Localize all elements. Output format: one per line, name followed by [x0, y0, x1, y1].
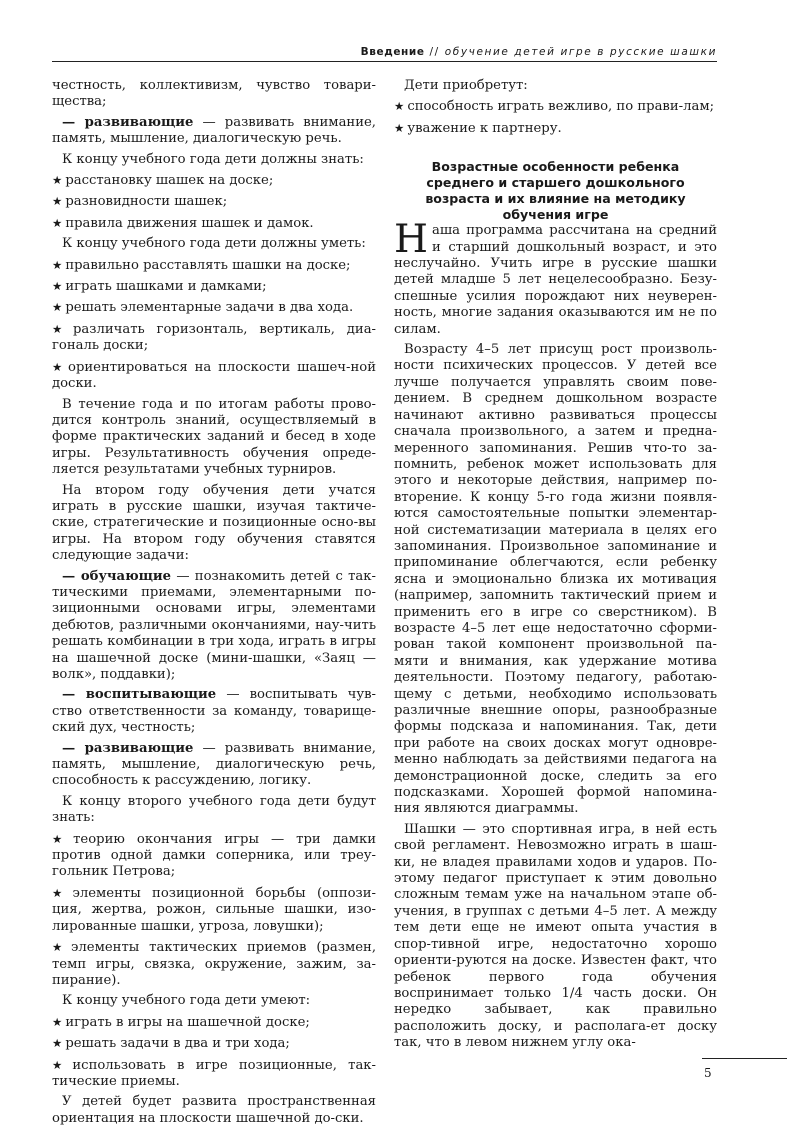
star-bullet-icon: ★ [52, 1014, 63, 1029]
term-label: — развивающие [62, 740, 194, 756]
bullet-text: правильно расставлять шашки на доске; [65, 257, 351, 273]
star-bullet-icon: ★ [394, 99, 405, 114]
bullet-item [52, 193, 376, 210]
star-bullet-icon: ★ [52, 257, 63, 272]
bullet-item [52, 831, 376, 881]
term-paragraph [52, 741, 376, 790]
bullet-item [52, 939, 376, 989]
term-label: — развивающие [62, 114, 194, 130]
bullet-item [52, 1057, 376, 1091]
drop-cap: Н [394, 217, 429, 263]
paragraph: Шашки — это спортивная игра, в ней есть свой регламент. Невозможно играть в шаш-ки, не владея правилами ходов и ударов. По-этому педагог приступает к этим довольно сложным темам уже на начальном этапе об-учения, в группах с детьми 4–5 лет. А между тем дети еще не имеют опыта участия в спор-тивной игре, недостаточно хорошо ориенти-руются на доске. Известен факт, что ребенок первого года обучения воспринимает только 1/4 часть доски. Он нередко забывает, как правильно расположить доску, и располага-ет доску так, что в левом нижнем углу ока- [394, 821, 717, 1051]
star-bullet-icon: ★ [52, 300, 63, 315]
bullet-text: способность играть вежливо, по прави-лам; [407, 99, 715, 115]
paragraph: В течение года и по итогам работы прово-дится контроль знаний, осуществляемый в форме практических заданий и бесед в ходе игры. Результативность обучения опреде-ляется результатами учебных турниров. [52, 396, 376, 478]
star-bullet-icon: ★ [52, 173, 63, 188]
first-paragraph [394, 217, 717, 338]
paragraph: Дети приобретут: [404, 78, 528, 93]
right-column-body [394, 342, 717, 1051]
bullet-text: разновидности шашек; [65, 194, 228, 210]
term-text: — познакомить детей с так-тическими приемами, элементарными по-зиционными основами игры, элементами дебютов, различными окончаниями, нау-чить решать комбинации в три хода, играть в игры на шашечной доске (мини-шашки, «Заяц — волк», поддавки); [52, 568, 376, 682]
bullet-text: играть шашками и дамками; [65, 279, 267, 295]
bullet-text: теорию окончания игры — три дамки против одной дамки соперника, или треу-гольник Петрова; [52, 831, 376, 880]
bullet-item [52, 172, 376, 189]
paragraph: К концу учебного года дети должны знать: [62, 151, 364, 167]
bullet-item [52, 1014, 376, 1031]
star-bullet-icon: ★ [52, 1057, 70, 1072]
bullet-item [394, 120, 717, 137]
term-label: — воспитывающие [62, 687, 217, 703]
bullet-text: использовать в игре позиционные, так-тические приемы. [52, 1057, 377, 1089]
bullet-item [52, 885, 376, 935]
running-header [52, 44, 717, 62]
star-bullet-icon: ★ [52, 885, 70, 900]
bullet-text: правила движения шашек и дамок. [65, 215, 314, 231]
star-bullet-icon: ★ [52, 279, 63, 294]
bullet-text: различать горизонталь, вертикаль, диа-гональ доски; [52, 321, 377, 354]
star-bullet-icon: ★ [52, 321, 70, 336]
star-bullet-icon: ★ [52, 215, 63, 230]
term-paragraph [52, 569, 376, 684]
term-paragraph [52, 115, 376, 148]
paragraph: У детей будет развита пространственная ориентация на плоскости шашечной до-ски. [52, 1094, 376, 1126]
right-column [394, 74, 717, 1052]
header-title: обучение детей игре в русские шашки [444, 46, 717, 58]
bullet-item [52, 359, 376, 393]
star-bullet-icon: ★ [52, 194, 63, 209]
paragraph: честность, коллективизм, чувство товари-щества; [52, 78, 376, 110]
bullet-text: ориентироваться на плоскости шашеч-ной доски. [52, 359, 377, 392]
bullet-text: играть в игры на шашечной доске; [65, 1014, 310, 1030]
paragraph: К концу учебного года дети должны уметь: [62, 236, 366, 252]
star-bullet-icon: ★ [394, 120, 405, 135]
page-number: 5 [704, 1066, 712, 1080]
paragraph: К концу второго учебного года дети будут знать: [52, 793, 376, 826]
term-paragraph [52, 687, 376, 736]
star-bullet-icon: ★ [52, 831, 71, 846]
first-paragraph-text: аша программа рассчитана на средний и старший дошкольный возраст, и это неслучайно. Учить игре в русские шашки детей младше 5 лет нецелесообразно. Безу-спешные усилия порождают них неуверен-ность, многие задания оказываются им не по силам. [394, 223, 717, 337]
bullet-text: решать элементарные задачи в два хода. [65, 300, 354, 316]
bullet-item [52, 257, 376, 274]
bullet-item [394, 98, 717, 115]
header-section: Введение [360, 46, 425, 58]
bullet-text: уважение к партнеру. [407, 120, 562, 136]
left-column [52, 74, 376, 1127]
bullet-item [52, 299, 376, 316]
right-column-intro [394, 78, 717, 137]
term-text: — развивать внимание, память, мышление, диалогическую речь, способность к рассуждению, логику. [52, 740, 377, 789]
bullet-text: элементы позиционной борьбы (оппози-ция, жертва, рожон, сильные шашки, изо-лированные шашки, угроза, ловушки); [52, 885, 376, 934]
bullet-item [52, 321, 376, 355]
paragraph: На втором году обучения дети учатся играть в русские шашки, изучая тактиче-ские, стратегические и позиционные осно-вы игры. На втором году обучения ставятся следующие задачи: [52, 482, 376, 564]
section-subheading: Возрастные особенности ребенка среднего и старшего дошкольного возраста и их влияние на методику обучения игре [425, 159, 686, 223]
bullet-text: расстановку шашек на доске; [65, 173, 274, 189]
bullet-item [52, 1035, 376, 1052]
header-separator: // [424, 46, 445, 58]
term-label: — обучающие [62, 568, 172, 584]
term-text: — воспитывать чув-ство ответственности за команду, товарище-ский дух, честность; [52, 687, 376, 736]
paragraph: Возрасту 4–5 лет присущ рост произволь-ности психических процессов. У детей все лучше получается управлять своим пове-дением. В среднем дошкольном возрасте начинают активно развиваться процессы сначала произвольного, а затем и предна-меренного запоминания. Решив что-то за-помнить, ребенок может использовать для этого и некоторые действия, например по-вторение. К концу 5-го года жизни появля-ются самостоятельные попытки элементар-ной систематизации материала в целях его запоминания. Произвольное запоминание и припоминание облегчаются, если ребенку ясна и эмоционально близка их мотивация (например, запомнить тактический прием и применить его в игре со сверстником). В возрасте 4–5 лет еще недостаточно сформи-рован такой компонент произвольной па-мяти и внимания, как удержание мотива деятельности. Поэтому педагогу, работаю-щему с детьми, необходимо использовать различные внешние опоры, разнообразные формы подсказа и напоминания. Так, дети при работе на своих досках могут одновре-менно наблюдать за действиями педагога на демонстрационной доске, следить за его подсказками. Хорошей формой напомина-ния являются диаграммы. [394, 342, 717, 817]
term-text: — развивать внимание, память, мышление, диалогическую речь. [52, 114, 377, 147]
star-bullet-icon: ★ [52, 940, 69, 955]
star-bullet-icon: ★ [52, 359, 65, 374]
bullet-item [52, 215, 376, 232]
footer-rule [702, 1058, 787, 1059]
header-rule [52, 61, 717, 62]
star-bullet-icon: ★ [52, 1036, 63, 1051]
bullet-item [52, 278, 376, 295]
running-header-text [361, 46, 717, 58]
bullet-text: решать задачи в два и три хода; [65, 1036, 290, 1052]
paragraph: К концу учебного года дети умеют: [62, 993, 311, 1009]
bullet-text: элементы тактических приемов (размен, темп игры, связка, окружение, зажим, за-пирание). [52, 940, 377, 988]
